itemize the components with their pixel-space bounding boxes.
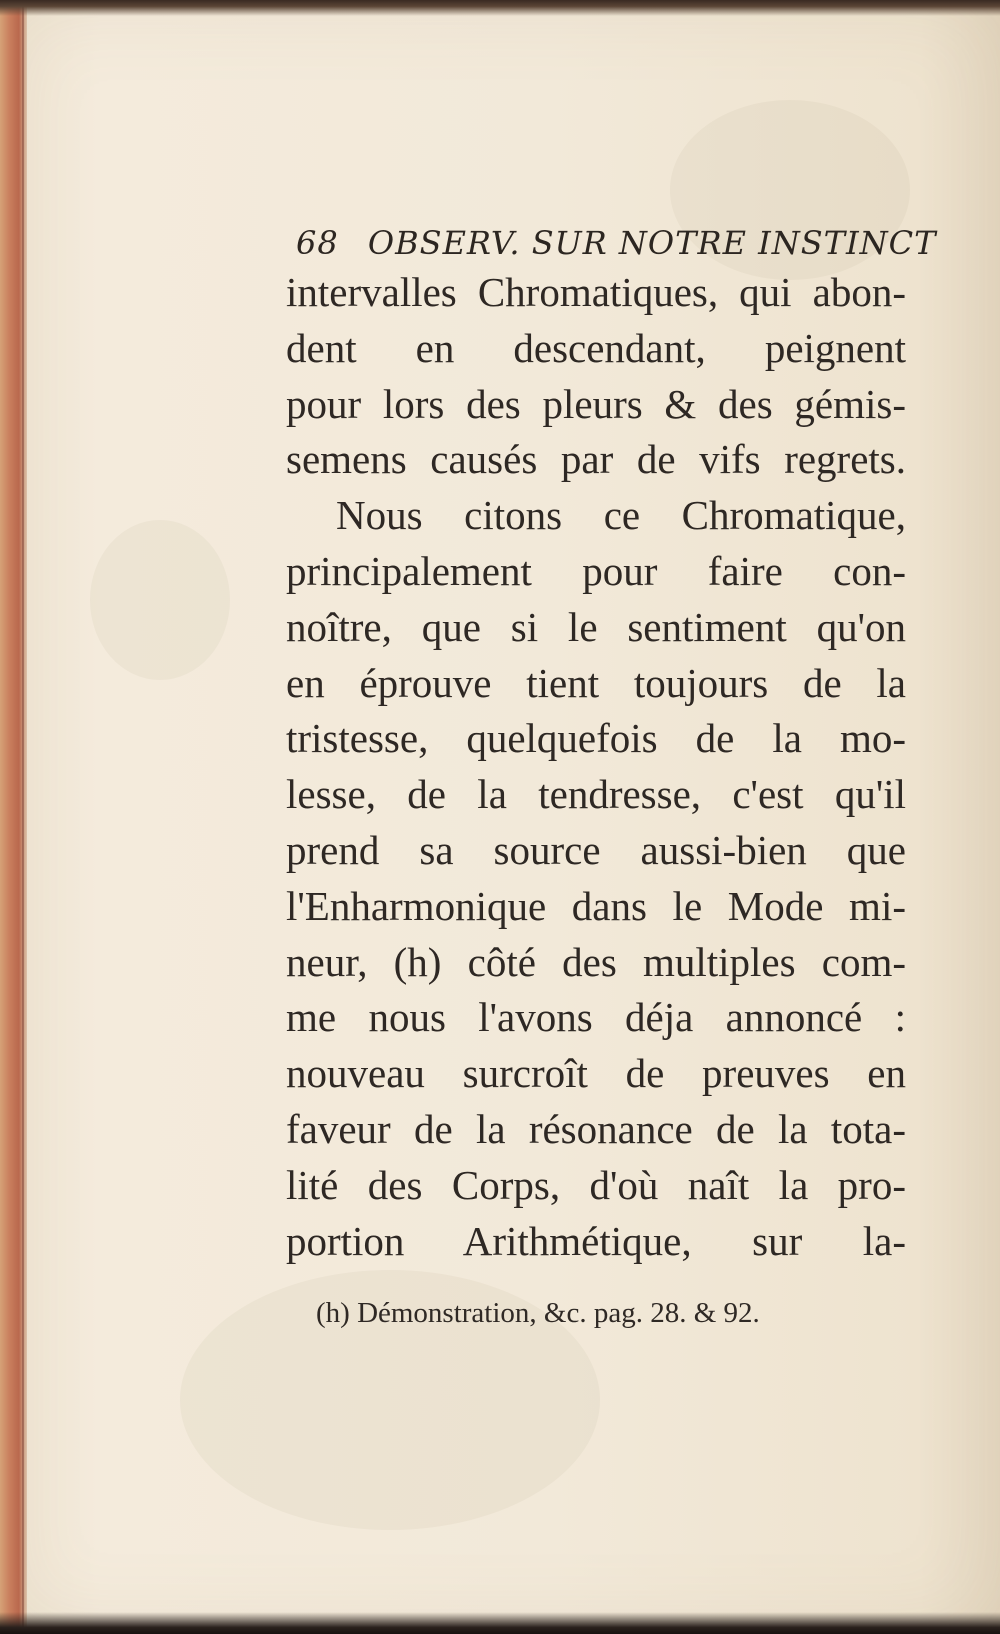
page-bottom-edge: [0, 1612, 1000, 1634]
text-line: en éprouve tient toujours de la: [286, 659, 906, 706]
page-top-edge: [0, 0, 1000, 16]
text-line: lesse, de la tendresse, c'est qu'il: [286, 771, 906, 818]
text-line: principalement pour faire con-: [286, 547, 906, 594]
text-line: l'Enharmonique dans le Mode mi-: [286, 882, 906, 929]
text-line: tristesse, quelquefois de la mo-: [286, 715, 906, 762]
text-line: nouveau surcroît de preuves en: [286, 1050, 906, 1097]
text-line: faveur de la résonance de la tota-: [286, 1105, 906, 1152]
footnote: (h) Démonstration, &c. pag. 28. & 92.: [316, 1297, 760, 1329]
paper-stain: [90, 520, 230, 680]
body-text: [286, 265, 906, 1269]
text-line: neur, (h) côté des multiples com-: [286, 938, 906, 985]
text-line: Nous citons ce Chromatique,: [336, 492, 906, 539]
text-line: pour lors des pleurs & des gémis-: [286, 380, 906, 427]
text-line: semens causés par de vifs regrets.: [286, 436, 906, 483]
text-line: dent en descendant, peignent: [286, 324, 906, 371]
page-left-edge: [0, 0, 27, 1634]
text-line: portion Arithmétique, sur la-: [286, 1217, 906, 1264]
running-head-title: OBSERV. SUR NOTRE INSTINCT: [367, 224, 937, 262]
text-line: prend sa source aussi-bien que: [286, 826, 906, 873]
text-line: lité des Corps, d'où naît la pro-: [286, 1161, 906, 1208]
page-number: 68: [296, 224, 339, 262]
text-line: intervalles Chromatiques, qui abon-: [286, 269, 906, 315]
text-line: me nous l'avons déja annoncé :: [286, 994, 906, 1041]
text-line: noître, que si le sentiment qu'on: [286, 603, 906, 650]
